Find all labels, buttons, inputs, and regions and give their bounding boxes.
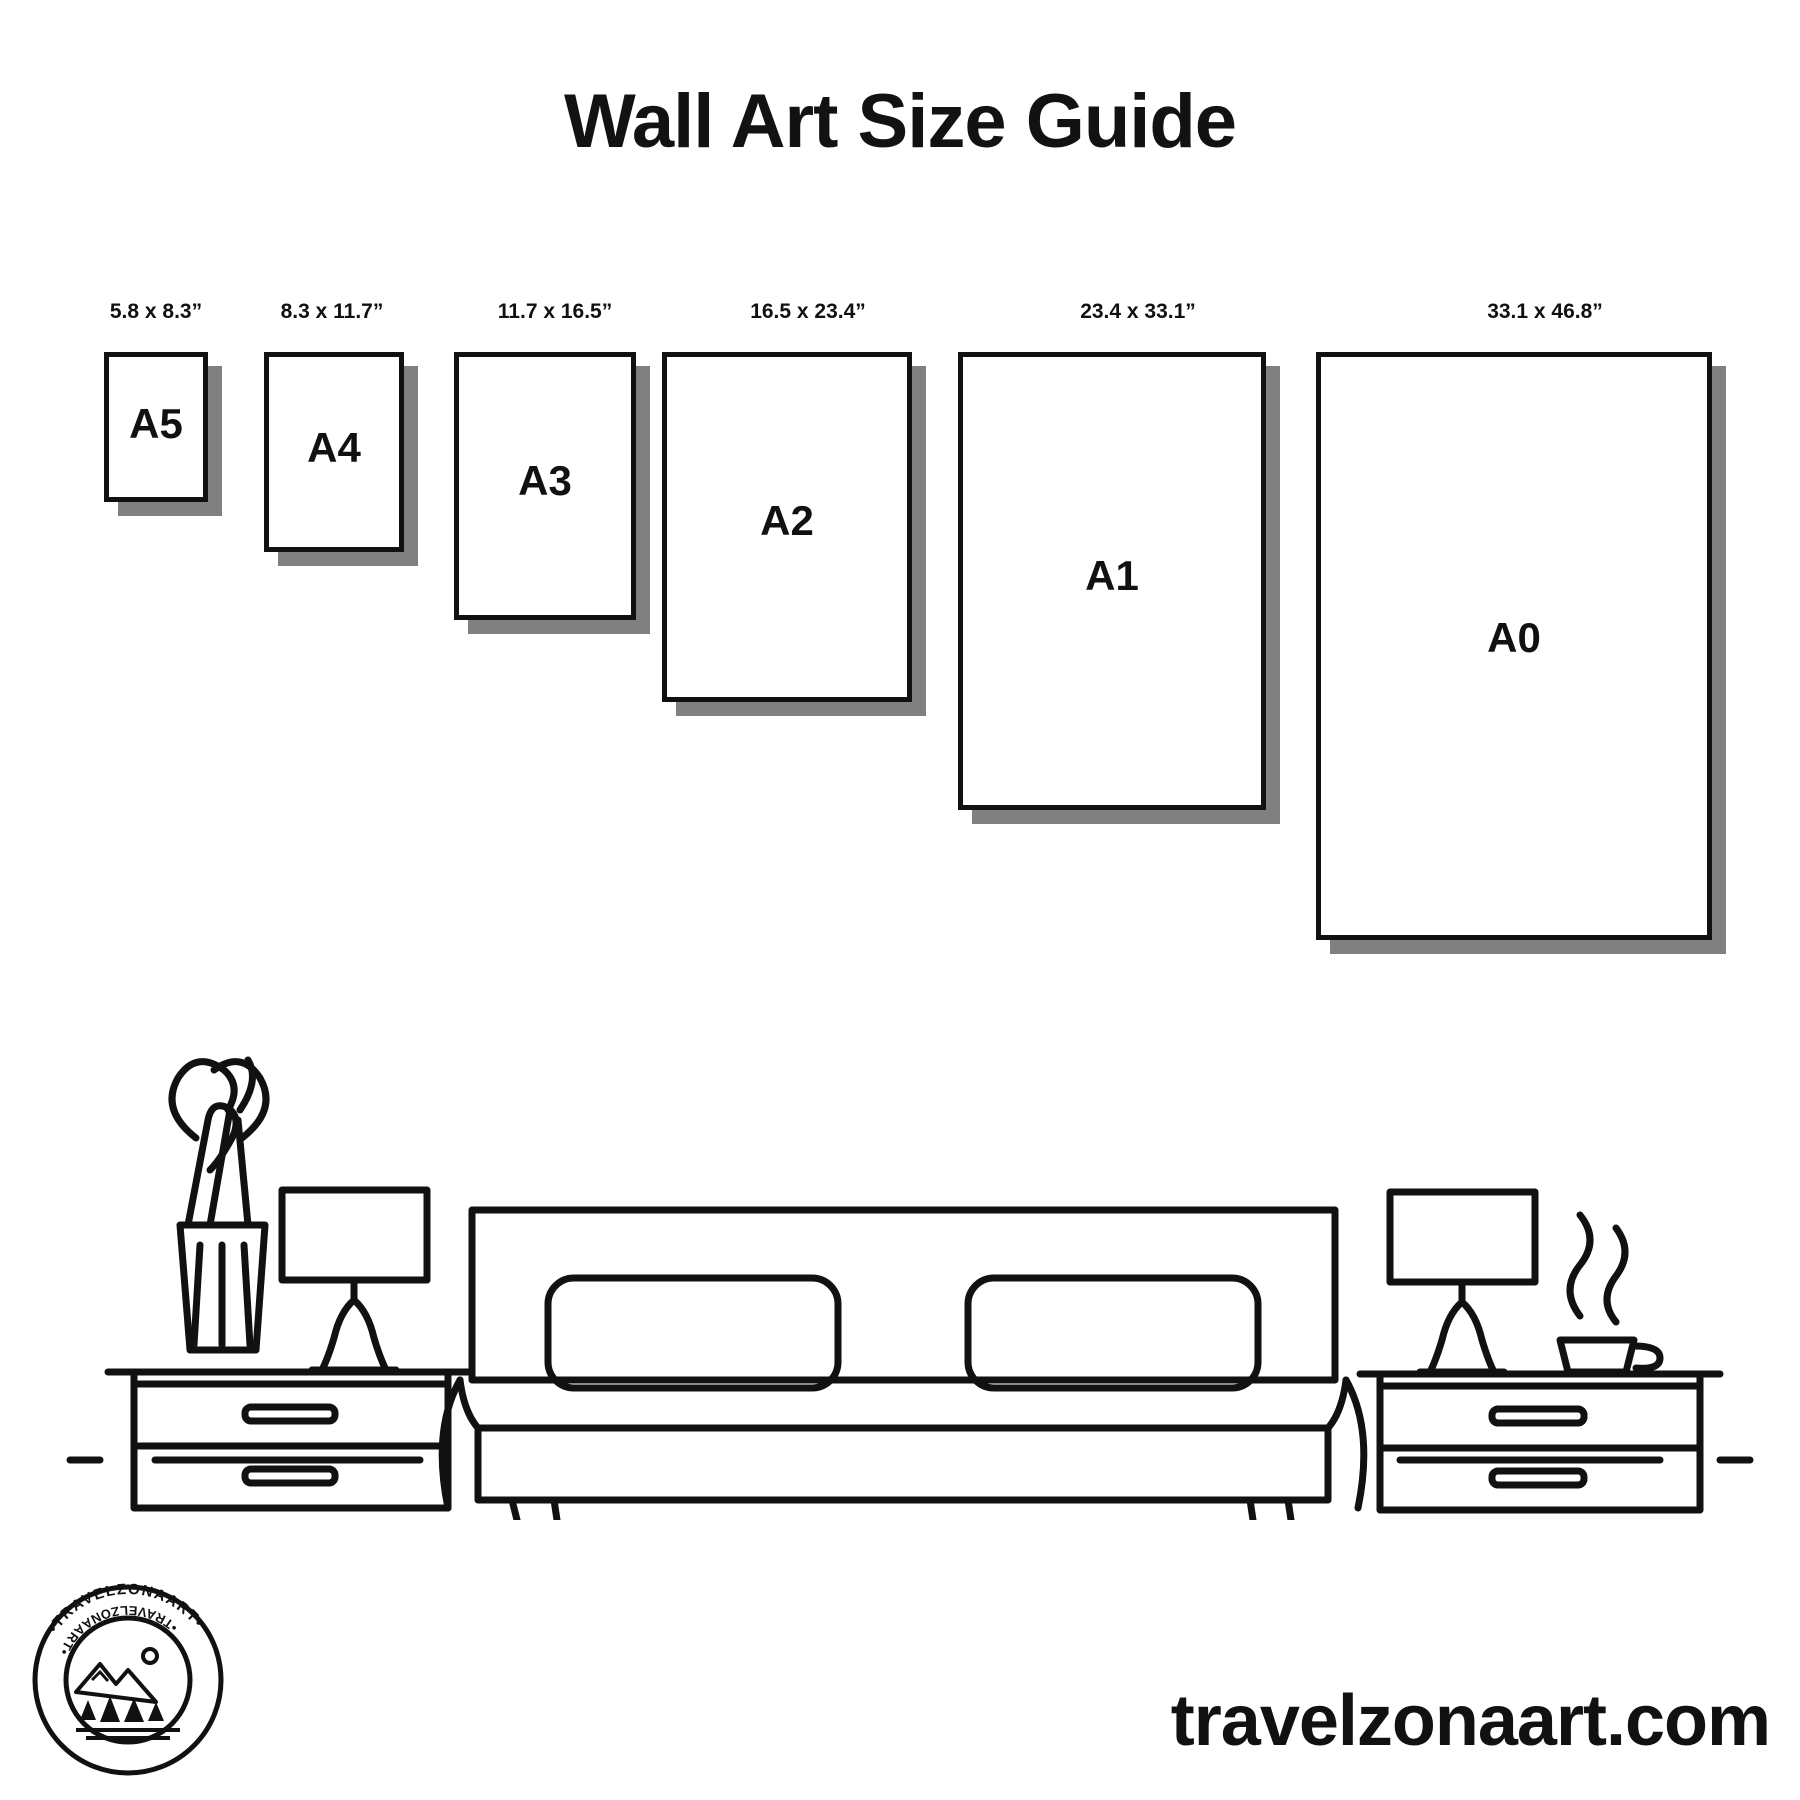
bed xyxy=(442,1210,1364,1520)
size-caption-a3: 11.7 x 16.5” xyxy=(497,300,613,323)
size-caption-a5: 5.8 x 8.3” xyxy=(109,300,203,323)
coffee-cup xyxy=(1560,1215,1660,1372)
frame-label-a2: A2 xyxy=(760,497,814,544)
frame-a3 xyxy=(454,352,636,620)
logo-text-outer: •TRAVELZONAART• xyxy=(44,1580,208,1637)
brand-logo xyxy=(28,1580,228,1780)
logo-text-inner: •TRAVELZONAART• xyxy=(56,1602,181,1659)
frame-a5 xyxy=(104,352,208,502)
frame-label-a3: A3 xyxy=(518,457,572,504)
nightstand-left xyxy=(108,1372,470,1508)
frame-a4 xyxy=(264,352,404,552)
website-url[interactable]: travelzonaart.com xyxy=(1170,1681,1770,1761)
frame-a1 xyxy=(958,352,1266,810)
frame-a2 xyxy=(662,352,912,702)
page-title: Wall Art Size Guide xyxy=(563,79,1237,164)
frame-label-a4: A4 xyxy=(307,424,361,471)
size-caption-a0: 33.1 x 46.8” xyxy=(1487,300,1603,323)
nightstand-right xyxy=(1360,1374,1720,1510)
bedroom-illustration xyxy=(60,960,1760,1520)
frame-a0 xyxy=(1316,352,1712,940)
lamp-left xyxy=(282,1190,427,1370)
size-caption-a1: 23.4 x 33.1” xyxy=(1080,300,1196,323)
plant-vase xyxy=(172,1060,266,1350)
size-caption-a2: 16.5 x 23.4” xyxy=(750,300,866,323)
frame-label-a5: A5 xyxy=(129,400,183,447)
frame-label-a1: A1 xyxy=(1085,552,1139,599)
frame-label-a0: A0 xyxy=(1487,614,1541,661)
lamp-right xyxy=(1390,1192,1535,1372)
size-caption-a4: 8.3 x 11.7” xyxy=(280,300,384,323)
